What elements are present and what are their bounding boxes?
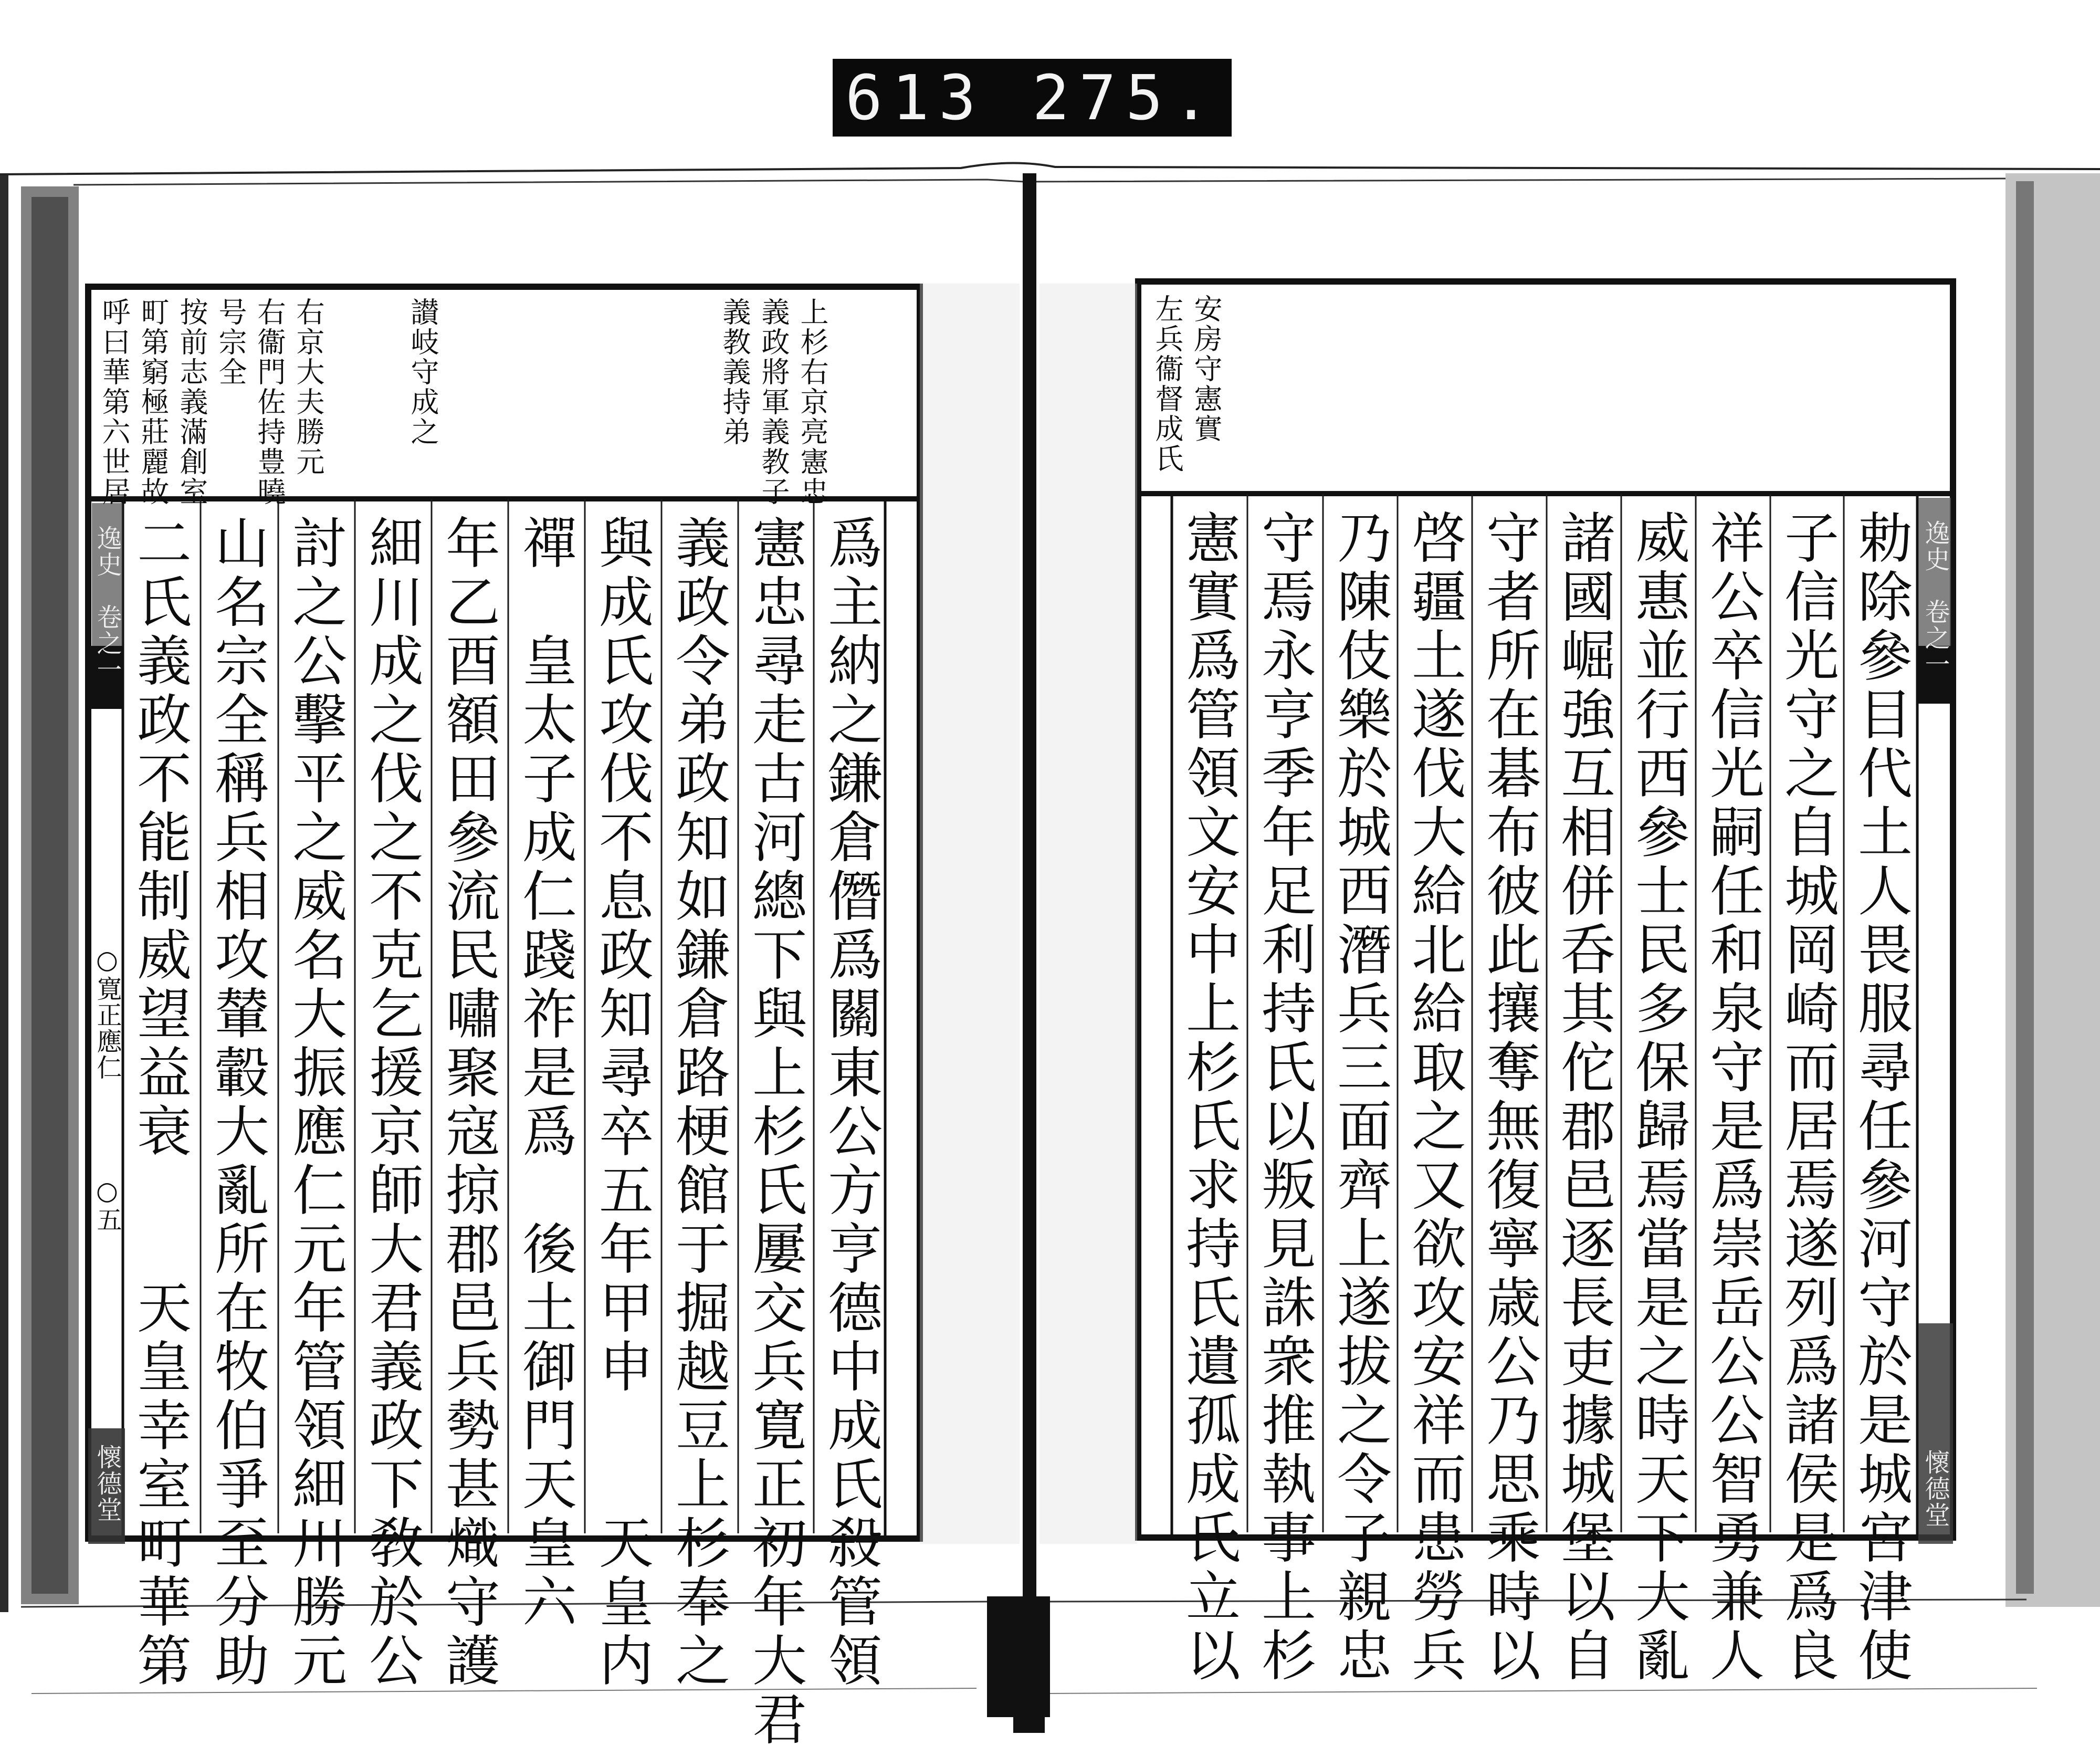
left-text-column: 山名宗全稱兵相攻輦轂大亂所在牧伯爭至分助 <box>205 515 269 1691</box>
right-header-column: 左兵衞督成氏 <box>1151 294 1184 474</box>
right-text-column: 憲實爲管領文安中上杉氏求持氏遺孤成氏立以 <box>1177 509 1241 1686</box>
right-text-column: 勅除參目代土人畏服尋任參河守於是城宮津使 <box>1849 509 1913 1686</box>
left-header-column: 按前志義滿創室 <box>175 297 208 507</box>
left-era-note: ○寛正應仁 <box>92 945 122 1081</box>
right-text-column: 守焉永亨季年足利持氏以叛見誅衆推執事上杉 <box>1252 509 1316 1686</box>
left-header-column: 右衞門佐持豊曉 <box>253 297 286 507</box>
right-text-column: 諸國崛強互相併呑其佗郡邑逐長吏據城堡以自 <box>1551 509 1615 1686</box>
left-header-column: 号宗全 <box>214 297 247 387</box>
right-text-column: 乃陳伎樂於城西潛兵三面齊上遂拔之令子親忠 <box>1328 509 1392 1686</box>
left-header-column: 讃岐守成之 <box>406 297 439 447</box>
left-text-column: 禪 皇太子成仁踐祚是爲 後土御門天皇六 <box>513 515 577 1632</box>
left-text-column: 細川成之伐之不克乞援京師大君義政下敎於公 <box>360 515 424 1691</box>
left-header-column: 呼曰華第六世居 <box>98 297 131 507</box>
right-text-column: 祥公卒信光嗣任和泉守是爲崇岳公公智勇兼人 <box>1700 509 1765 1686</box>
left-publisher: 懷德堂 <box>92 1444 122 1523</box>
left-text-column: 義政令弟政知如鎌倉路梗館于掘越豆上杉奉之 <box>666 515 730 1691</box>
call-number-label: 613 275. <box>833 59 1232 137</box>
right-text-column: 威惠並行西參士民多保歸焉當是之時天下大亂 <box>1626 509 1690 1686</box>
left-header-column: 義教義持弟 <box>718 297 751 447</box>
right-text-column: 啓疆土遂伐大給北給取之又欲攻安祥而患勞兵 <box>1402 509 1466 1686</box>
left-text-column: 年乙酉額田參流民嘯聚寇掠郡邑兵勢甚熾守護 <box>436 515 500 1691</box>
right-publisher: 懷德堂 <box>1920 1449 1950 1528</box>
left-text-column: 討之公擊平之威名大振應仁元年管領細川勝元 <box>283 515 347 1691</box>
right-header-column: 安房守憲實 <box>1190 294 1223 444</box>
left-header-column: 右京大夫勝元 <box>292 297 325 477</box>
left-header-column: 義政將軍義教子 <box>757 297 790 507</box>
left-text-column: 二氏義政不能制威望益衰 天皇幸室町華第 <box>128 515 192 1691</box>
left-text-column: 與成氏攻伐不息政知尋卒五年甲申 天皇内 <box>590 515 654 1691</box>
left-page-number: ○五 <box>92 1176 122 1233</box>
right-text-column: 子信光守之自城岡崎而居焉遂列爲諸侯是爲良 <box>1775 509 1839 1686</box>
right-text-column: 守者所在碁布彼此攘奪無復寧歳公乃思乘時以 <box>1477 509 1541 1686</box>
left-text-column: 憲忠尋走古河總下與上杉氏屢交兵寛正初年大君 <box>743 515 807 1750</box>
left-text-column: 爲主納之鎌倉僭爲關東公方亨德中成氏殺管領 <box>818 515 883 1691</box>
right-running-title: 逸史 卷之一 <box>1920 520 1950 677</box>
left-header-column: 上杉右京亮憲忠 <box>796 297 829 507</box>
left-running-title: 逸史 卷之一 <box>92 525 122 683</box>
left-header-column: 町第窮極莊麗故 <box>136 297 170 507</box>
